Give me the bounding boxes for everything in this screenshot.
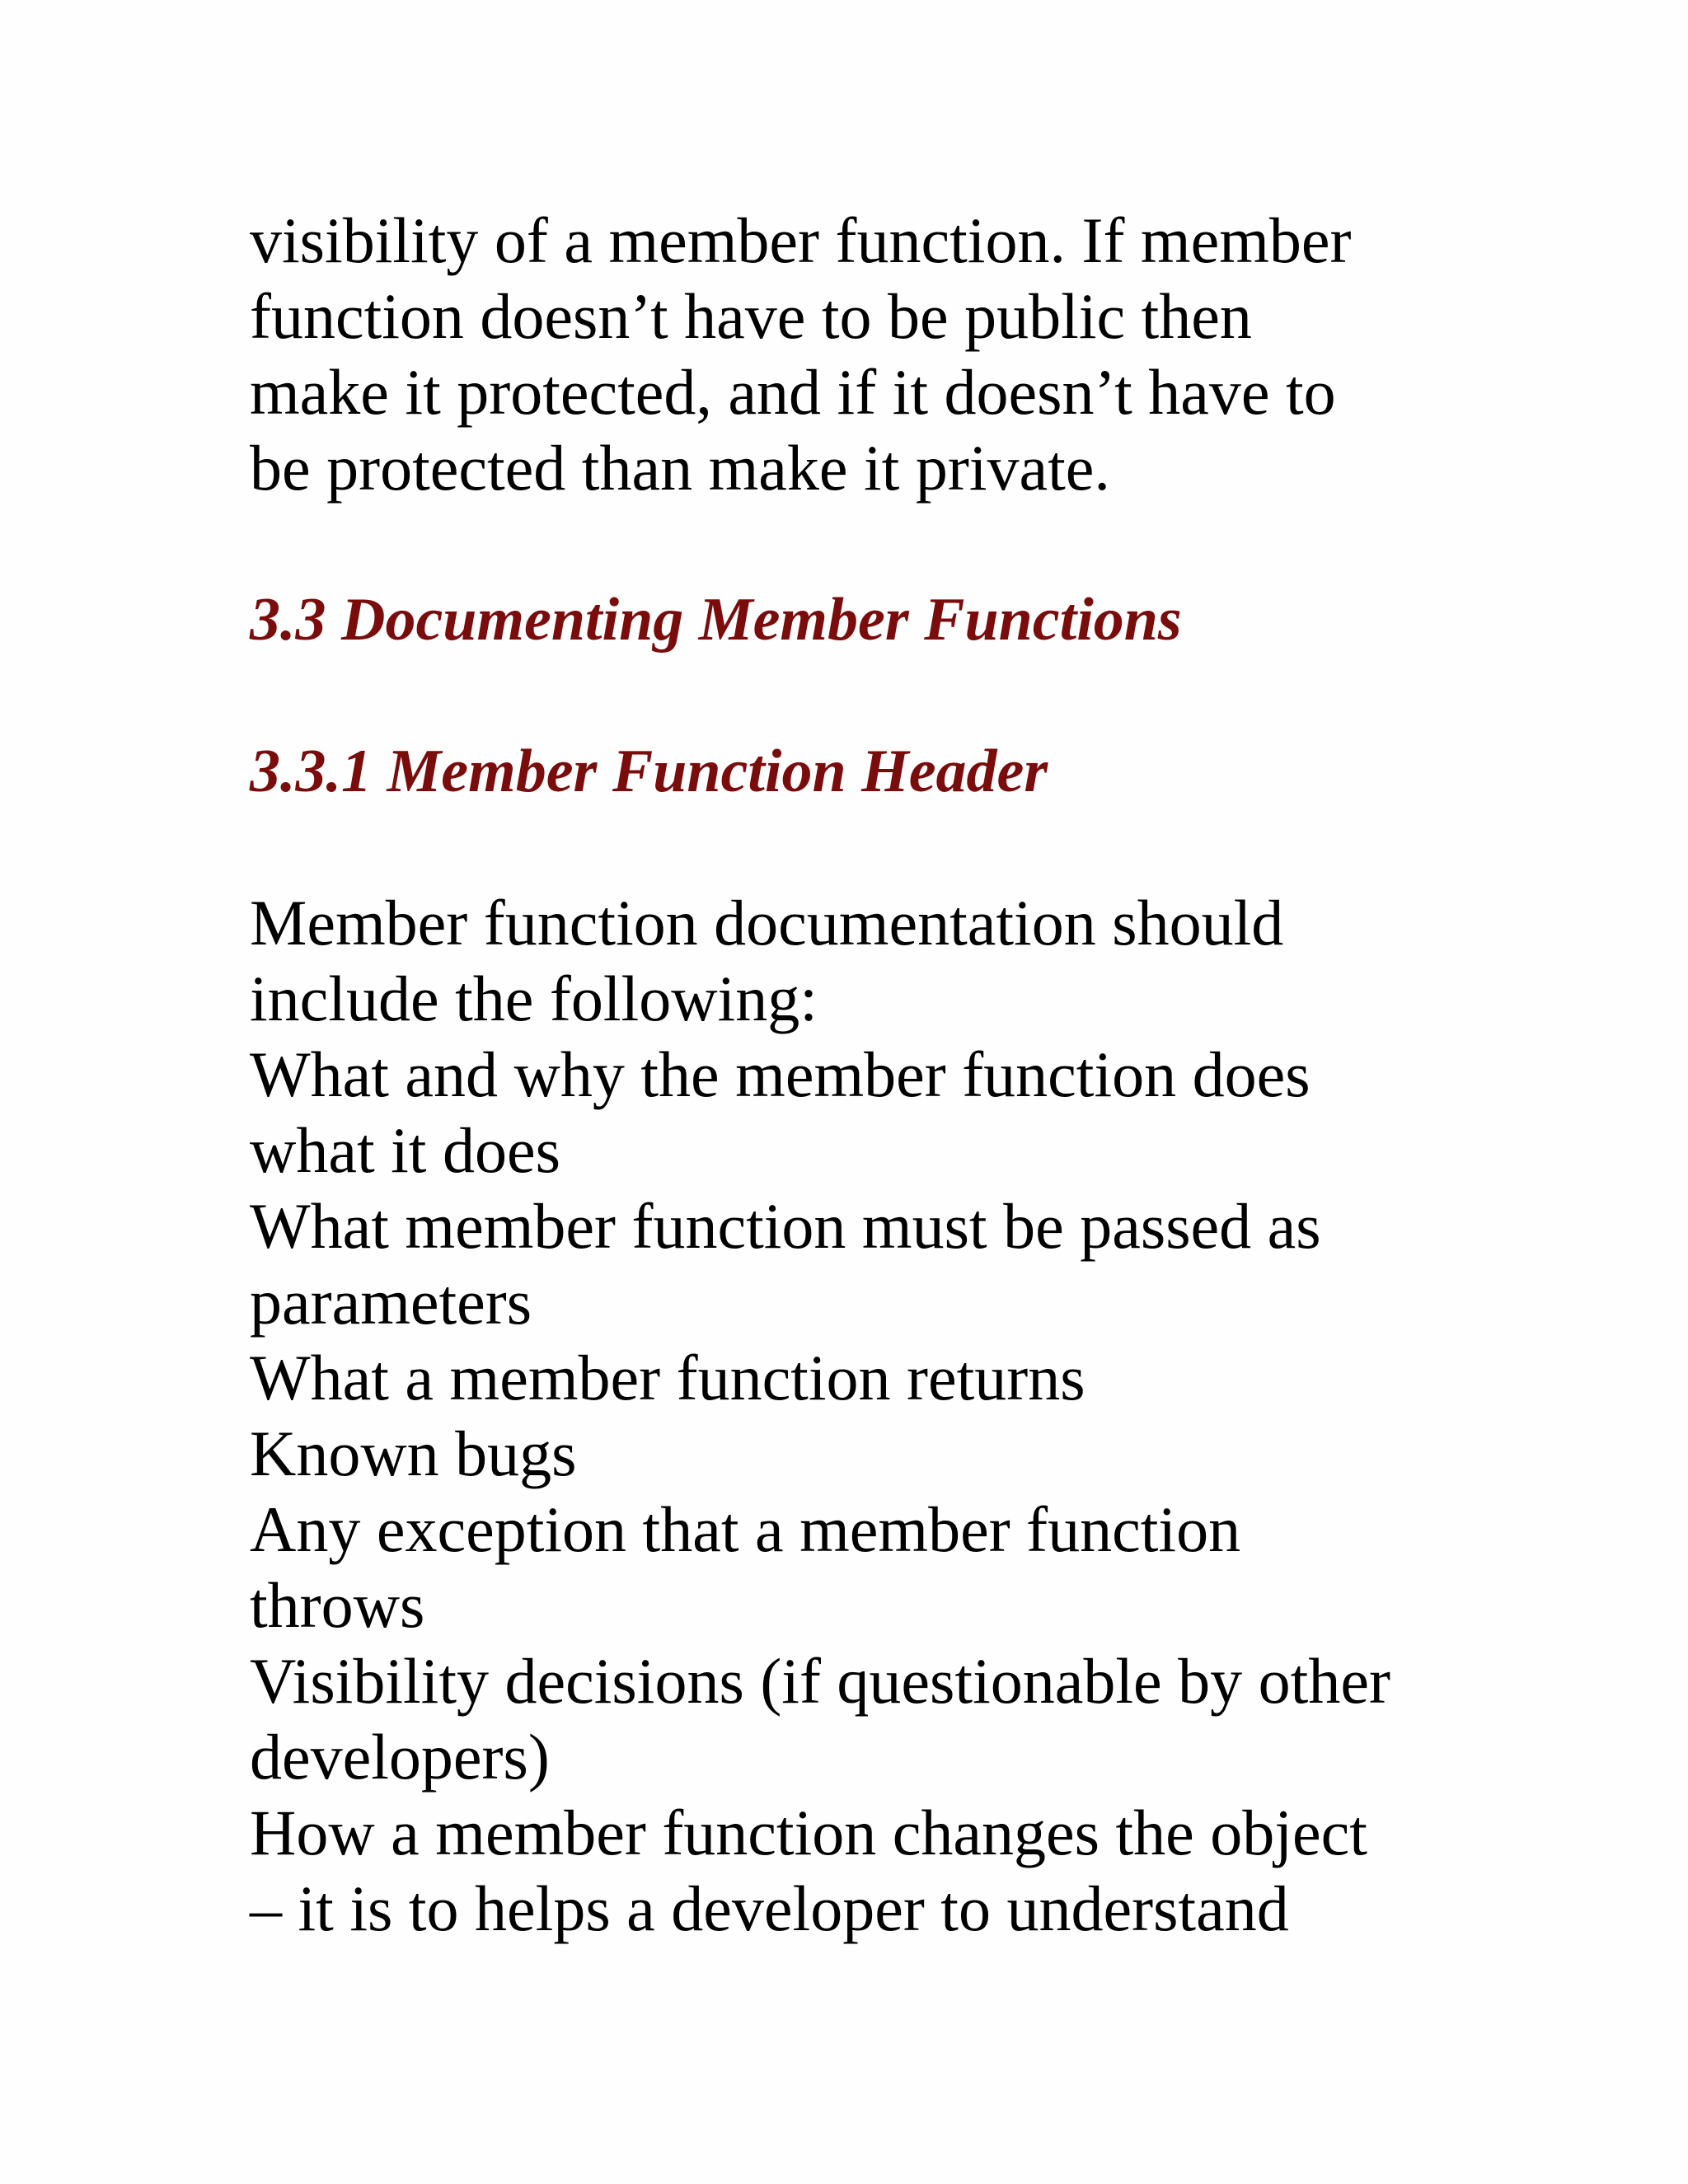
paragraph-line: Any exception that a member function xyxy=(250,1493,1241,1565)
paragraph-line: make it protected, and if it doesn’t have to xyxy=(250,356,1336,428)
paragraph-line: What and why the member function does xyxy=(250,1038,1311,1110)
body-paragraph xyxy=(250,885,1486,1947)
paragraph-line: parameters xyxy=(250,1266,532,1338)
paragraph-line: Visibility decisions (if questionable by other xyxy=(250,1645,1390,1717)
paragraph-line: What a member function returns xyxy=(250,1342,1085,1413)
paragraph-line: include the following: xyxy=(250,963,818,1034)
paragraph-line: function doesn’t have to be public then xyxy=(250,280,1252,352)
paragraph-line: Member function documentation should xyxy=(250,887,1284,958)
section-heading: 3.3 Documenting Member Functions xyxy=(250,586,1182,654)
subsection-heading: 3.3.1 Member Function Header xyxy=(250,738,1048,805)
paragraph-line: What member function must be passed as xyxy=(250,1190,1321,1262)
paragraph-line: throws xyxy=(250,1569,425,1641)
paragraph-line: Known bugs xyxy=(250,1418,577,1489)
intro-paragraph xyxy=(250,203,1486,506)
paragraph-line: developers) xyxy=(250,1721,550,1793)
paragraph-line: what it does xyxy=(250,1114,560,1186)
paragraph-line: – it is to helps a developer to understand xyxy=(250,1872,1289,1944)
paragraph-line: be protected than make it private. xyxy=(250,432,1110,504)
paragraph-line: visibility of a member function. If member xyxy=(250,204,1352,276)
paragraph-line: How a member function changes the object xyxy=(250,1797,1367,1868)
